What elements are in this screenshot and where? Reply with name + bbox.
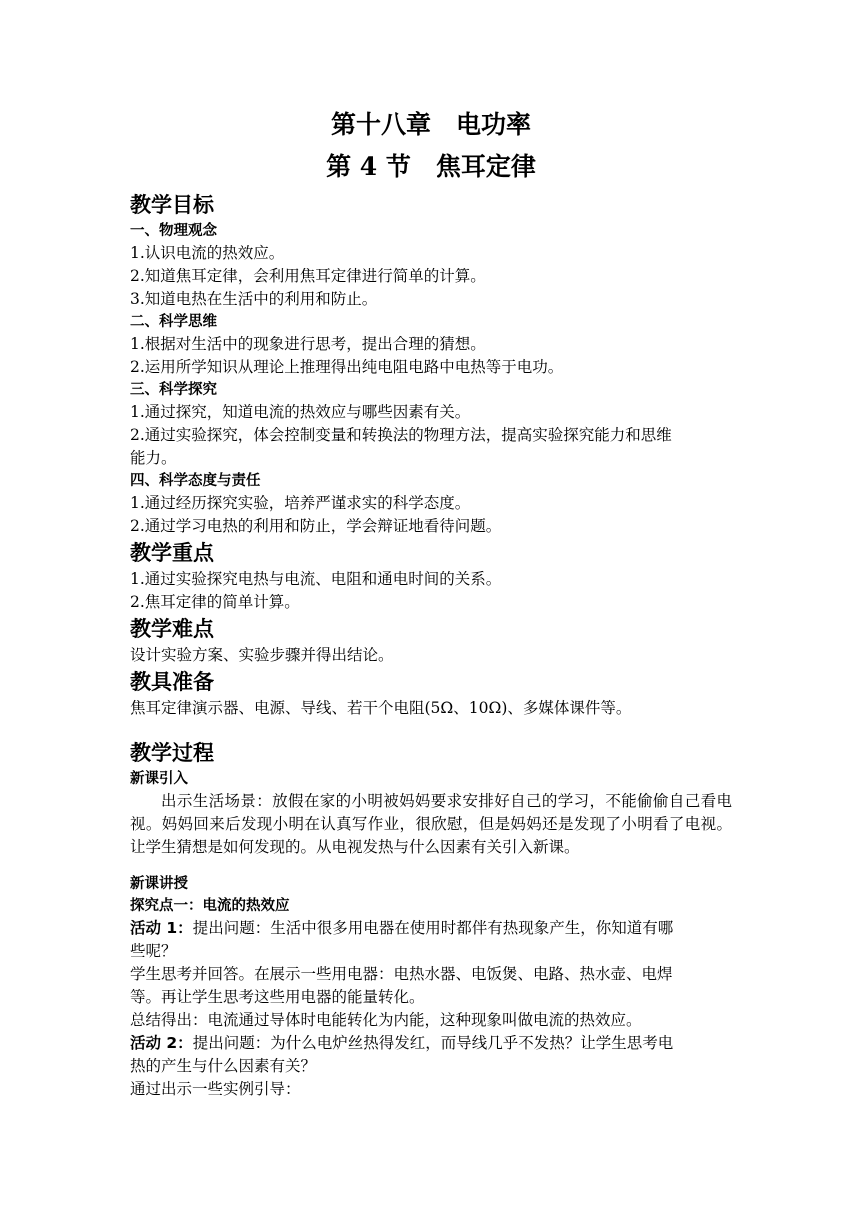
lecture-line: 总结得出：电流通过导体时电能转化为内能，这种现象叫做电流的热效应。 [130,1011,642,1029]
lecture-line: 通过出示一些实例引导： [130,1080,301,1098]
objective-item: 2.通过学习电热的利用和防止，学会辩证地看待问题。 [130,517,502,535]
difficulty-item: 设计实验方案、实验步骤并得出结论。 [130,646,394,664]
key-point-item: 1.通过实验探究电热与电流、电阻和通电时间的关系。 [130,570,502,588]
objective-group-title: 一、物理观念 [130,223,217,239]
activity-2-label: 活动 2： [130,1034,193,1052]
objective-item: 1.根据对生活中的现象进行思考，提出合理的猜想。 [130,335,486,353]
activity-2-line-cont: 热的产生与什么因素有关？ [130,1057,317,1075]
key-points-heading: 教学重点 [130,541,214,565]
activity-1-text: 提出问题：生活中很多用电器在使用时都伴有热现象产生，你知道有哪 [192,919,674,937]
difficulties-heading: 教学难点 [130,617,214,641]
objective-item: 1.认识电流的热效应。 [130,244,285,262]
objective-group-title: 二、科学思维 [130,314,217,330]
objective-item: 3.知道电热在生活中的利用和防止。 [130,290,378,308]
materials-item: 焦耳定律演示器、电源、导线、若干个电阻(5Ω、10Ω)、多媒体课件等。 [130,699,632,717]
objective-item: 1.通过探究，知道电流的热效应与哪些因素有关。 [130,403,471,421]
chapter-title: 第十八章 电功率 [330,110,531,139]
lecture-line: 等。再让学生思考这些用电器的能量转化。 [130,988,425,1006]
lecture-title: 新课讲授 [130,876,188,892]
activity-1-line-cont: 些呢？ [130,942,177,960]
objective-item: 2.通过实验探究，体会控制变量和转换法的物理方法，提高实验探究能力和思维 [130,426,672,444]
activity-1-label: 活动 1： [130,919,193,937]
process-heading: 教学过程 [130,741,214,765]
lecture-line: 学生思考并回答。在展示一些用电器：电热水器、电饭煲、电路、热水壶、电焊 [130,965,673,983]
objective-group-title: 四、科学态度与责任 [130,473,261,489]
objective-item: 2.知道焦耳定律，会利用焦耳定律进行简单的计算。 [130,267,486,285]
materials-heading: 教具准备 [130,670,214,694]
objective-group-title: 三、科学探究 [130,382,217,398]
objectives-heading: 教学目标 [130,193,214,217]
activity-1-line [130,917,732,940]
activity-2-text: 提出问题：为什么电炉丝热得发红，而导线几乎不发热？让学生思考电 [192,1034,674,1052]
intro-paragraph: 出示生活场景：放假在家的小明被妈妈要求安排好自己的学习，不能偷偷自己看电视。妈妈回来后发现小明在认真写作业，很欣慰，但是妈妈还是发现了小明看了电视。让学生猜想是如何发现的。从电视发热与什么因素有关引入新课。 [130,792,732,856]
objective-item: 2.运用所学知识从理论上推理得出纯电阻电路中电热等于电功。 [130,358,564,376]
key-point-item: 2.焦耳定律的简单计算。 [130,593,300,611]
intro-title: 新课引入 [130,771,188,787]
objective-item: 能力。 [130,449,177,467]
activity-2-line [130,1032,732,1055]
inquiry-point-title: 探究点一：电流的热效应 [130,898,290,914]
section-title: 第 4 节 焦耳定律 [326,152,536,181]
objective-item: 1.通过经历探究实验，培养严谨求实的科学态度。 [130,494,471,512]
document-page [130,110,732,1101]
